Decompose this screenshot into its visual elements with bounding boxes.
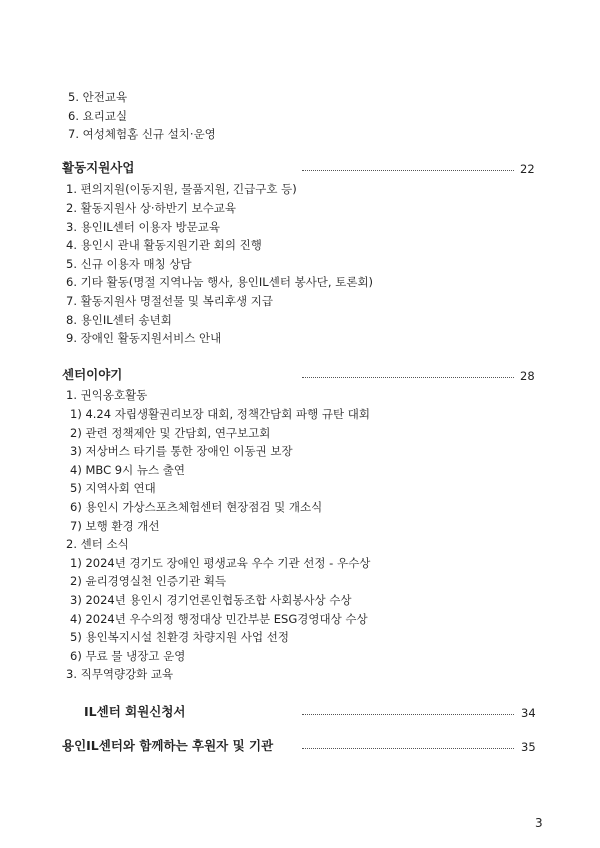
toc-subitem: 6) 무료 물 냉장고 운영	[70, 649, 186, 663]
toc-subitem: 3) 저상버스 타기를 통한 장애인 이동권 보장	[70, 444, 293, 458]
toc-subitem: 4) 2024년 우수의정 행정대상 민간부분 ESG경영대상 수상	[70, 612, 368, 626]
toc-item: 7. 활동지원사 명절선물 및 복리후생 지급	[66, 294, 273, 308]
section-page-number: 28	[520, 369, 535, 383]
dot-leader	[302, 377, 514, 378]
toc-item: 2. 활동지원사 상·하반기 보수교육	[66, 201, 237, 215]
section-title: 용인IL센터와 함께하는 후원자 및 기관	[62, 738, 274, 753]
section-page-number: 35	[521, 740, 536, 754]
dot-leader	[302, 748, 514, 749]
toc-subitem: 5) 지역사회 연대	[70, 481, 156, 495]
section-page-number: 22	[520, 162, 535, 176]
toc-item: 9. 장애인 활동지원서비스 안내	[66, 331, 222, 345]
toc-item: 1. 권익옹호활동	[66, 388, 148, 402]
toc-item: 5. 안전교육	[68, 90, 128, 104]
toc-subitem: 1) 2024년 경기도 장애인 평생교육 우수 기관 선정 - 우수상	[70, 556, 371, 570]
toc-item: 1. 편의지원(이동지원, 물품지원, 긴급구호 등)	[66, 182, 297, 196]
toc-subitem: 2) 윤리경영실천 인증기관 획득	[70, 574, 227, 588]
toc-item: 8. 용인IL센터 송년회	[66, 313, 172, 327]
toc-subitem: 1) 4.24 자립생활권리보장 대회, 정책간담회 파행 규탄 대회	[70, 407, 370, 421]
toc-subitem: 5) 용인복지시설 친환경 차량지원 사업 선정	[70, 630, 289, 644]
section-title: 센터이야기	[62, 367, 123, 382]
toc-item: 7. 여성체험홈 신규 설치·운영	[68, 127, 216, 141]
dot-leader	[302, 170, 514, 171]
toc-subitem: 3) 2024년 용인시 경기언론인협동조합 사회봉사상 수상	[70, 593, 352, 607]
toc-subitem: 7) 보행 환경 개선	[70, 519, 160, 533]
section-page-number: 34	[521, 706, 536, 720]
toc-item: 5. 신규 이용자 매칭 상담	[66, 257, 192, 271]
section-title: 활동지원사업	[62, 160, 135, 175]
toc-subitem: 2) 관련 정책제안 및 간담회, 연구보고회	[70, 426, 271, 440]
toc-item: 6. 요리교실	[68, 109, 128, 123]
dot-leader	[302, 714, 514, 715]
toc-subitem: 4) MBC 9시 뉴스 출연	[70, 463, 185, 477]
toc-item: 4. 용인시 관내 활동지원기관 회의 진행	[66, 238, 262, 252]
toc-subitem: 6) 용인시 가상스포츠체험센터 현장점검 및 개소식	[70, 500, 323, 514]
section-title: IL센터 회원신청서	[84, 704, 186, 719]
page-number: 3	[535, 816, 543, 830]
toc-item: 3. 용인IL센터 이용자 방문교육	[66, 220, 220, 234]
toc-item: 6. 기타 활동(명절 지역나눔 행사, 용인IL센터 봉사단, 토론회)	[66, 275, 374, 289]
toc-item: 2. 센터 소식	[66, 537, 129, 551]
toc-item: 3. 직무역량강화 교육	[66, 667, 174, 681]
